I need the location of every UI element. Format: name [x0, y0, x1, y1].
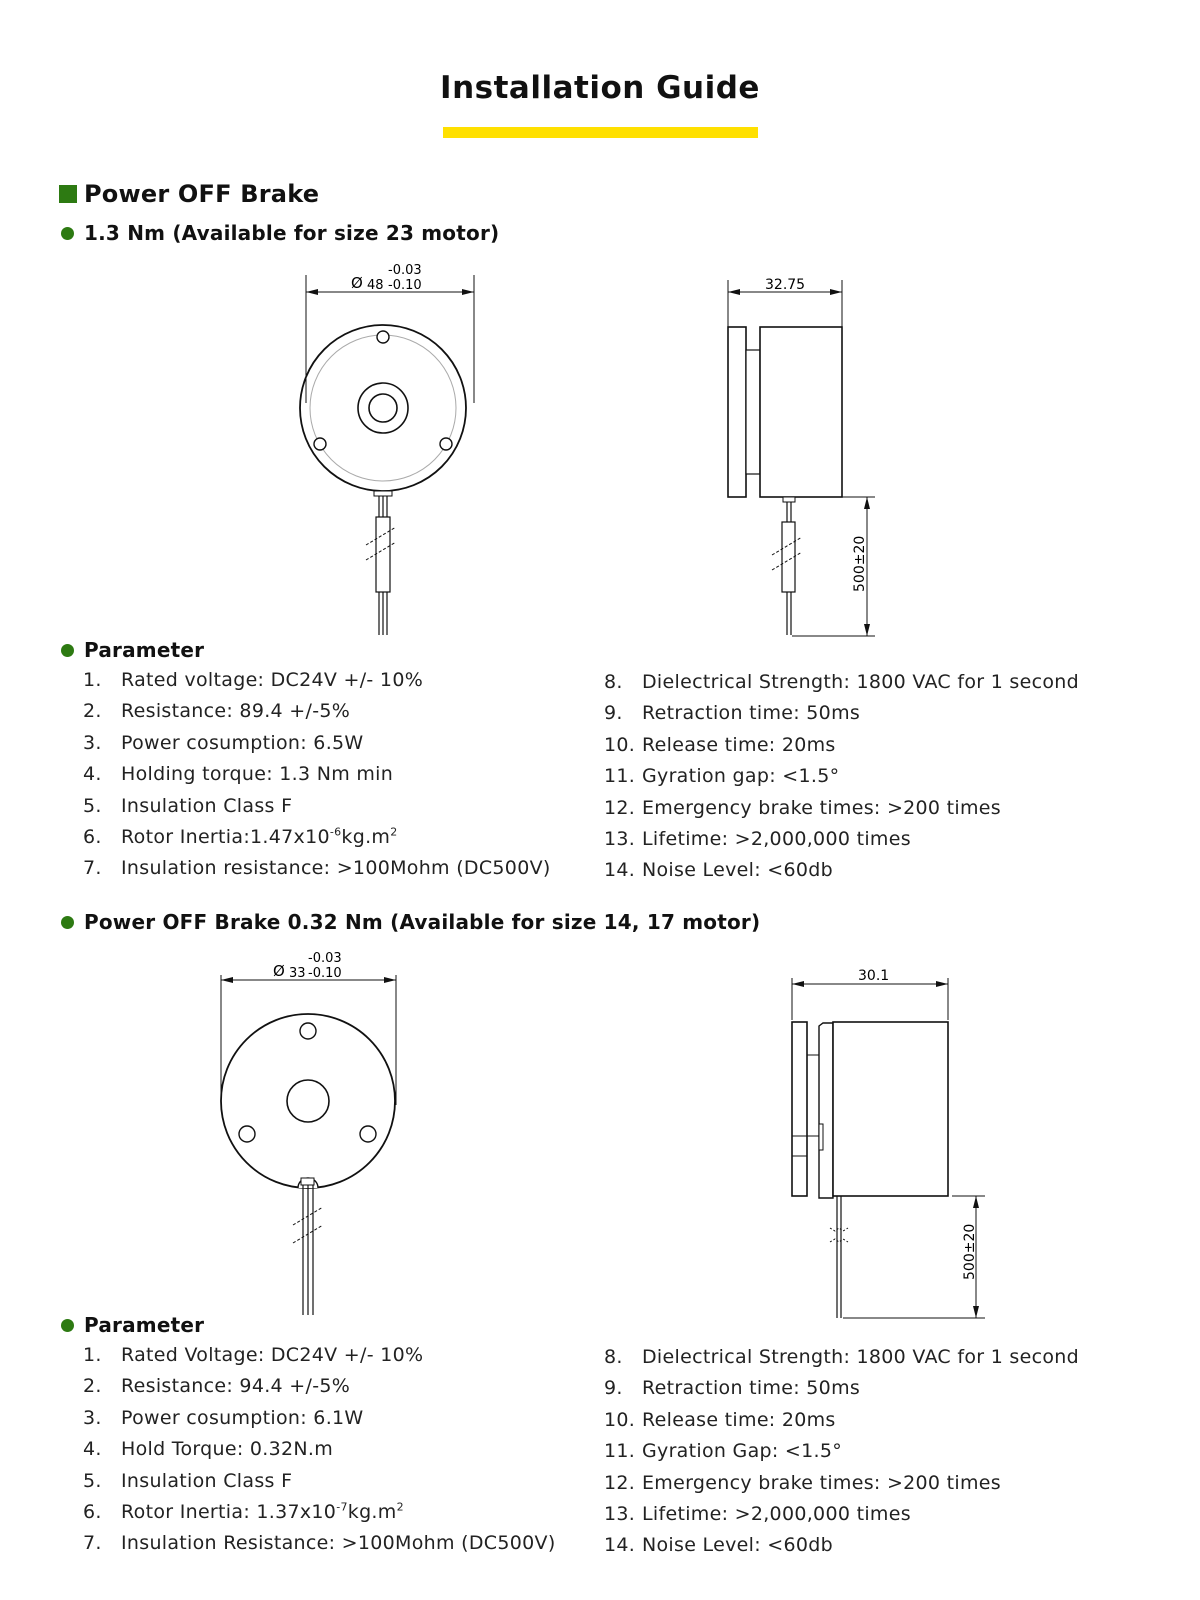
width-dimension: 32.75	[765, 277, 806, 293]
param-item: 8. Dielectrical Strength: 1800 VAC for 1 second	[604, 671, 1079, 693]
param-item: 12. Emergency brake times: >200 times	[604, 796, 1001, 819]
page-title: Installation Guide	[440, 70, 760, 106]
param-item: 11. Gyration gap: <1.5°	[604, 765, 840, 788]
brake-2-side-view-drawing	[780, 960, 1000, 1330]
param-item: 2. Resistance: 89.4 +/-5%	[83, 700, 351, 723]
brake-2-heading-text: Power OFF Brake 0.32 Nm (Available for size 14, 17 motor)	[84, 910, 761, 934]
param-item: 5. Insulation Class F	[83, 794, 293, 817]
section-heading	[59, 180, 319, 208]
param-item: 10. Release time: 20ms	[604, 733, 836, 756]
parameter-heading-text: Parameter	[84, 1313, 205, 1337]
diameter-value: 33	[289, 966, 306, 981]
lead-length-dimension: 500±20	[962, 1223, 978, 1280]
brake-1-side-view-drawing	[720, 270, 900, 650]
brake-2-front-view-drawing	[200, 945, 410, 1325]
brake-2-params-left	[83, 1340, 556, 1560]
tolerance-upper: -0.03	[388, 263, 422, 278]
tolerance-upper: -0.03	[308, 951, 342, 966]
param-item: 9. Retraction time: 50ms	[604, 1377, 861, 1400]
param-item: 14. Noise Level: <60db	[604, 859, 833, 882]
brake-1-parameter-heading	[61, 638, 204, 662]
param-item: 12. Emergency brake times: >200 times	[604, 1471, 1001, 1494]
parameter-heading-text: Parameter	[84, 638, 205, 662]
dot-bullet-icon	[61, 227, 74, 240]
brake-1-params-left	[83, 665, 551, 885]
param-item: 3. Power cosumption: 6.5W	[83, 731, 364, 754]
param-item: 8. Dielectrical Strength: 1800 VAC for 1 second	[604, 1346, 1079, 1368]
param-item: 13. Lifetime: >2,000,000 times	[604, 827, 911, 850]
param-item: 2. Resistance: 94.4 +/-5%	[83, 1375, 351, 1398]
param-item: 1. Rated Voltage: DC24V +/- 10%	[83, 1344, 424, 1366]
diameter-value: 48	[367, 278, 384, 293]
brake-1-heading	[61, 221, 499, 245]
tolerance-lower: -0.10	[308, 966, 342, 981]
brake-2-heading	[61, 910, 760, 934]
brake-1-front-view-drawing	[280, 255, 500, 645]
param-item: 11. Gyration Gap: <1.5°	[604, 1440, 843, 1463]
dot-bullet-icon	[61, 916, 74, 929]
param-item: 13. Lifetime: >2,000,000 times	[604, 1502, 911, 1525]
brake-2-params-right	[604, 1342, 1079, 1562]
param-item: 6. Rotor $Inertia:1.47x10^{-6}kg.m^2$	[83, 825, 398, 848]
param-item: 7. Insulation Resistance: >100Mohm (DC500V)	[83, 1532, 556, 1555]
width-dimension: 30.1	[858, 968, 890, 984]
dot-bullet-icon	[61, 644, 74, 657]
param-item: 1. Rated voltage: DC24V +/- 10%	[83, 669, 424, 691]
param-item: 6. Rotor Inertia: $1.37x10^{-7}kg.m^2$	[83, 1500, 404, 1523]
section-heading-text: Power OFF Brake	[84, 180, 320, 208]
param-item: 9. Retraction time: 50ms	[604, 702, 861, 725]
param-item: 7. Insulation resistance: >100Mohm (DC500V)	[83, 857, 551, 880]
lead-length-dimension: 500±20	[852, 535, 868, 592]
diameter-symbol: Ø	[273, 962, 285, 980]
square-bullet-icon	[59, 185, 77, 203]
param-item: 3. Power cosumption: 6.1W	[83, 1406, 364, 1429]
param-item: 4. Holding torque: 1.3 Nm min	[83, 763, 394, 786]
brake-1-heading-text: 1.3 Nm (Available for size 23 motor)	[84, 221, 500, 245]
brake-2-parameter-heading	[61, 1313, 204, 1337]
param-item: 4. Hold Torque: 0.32N.m	[83, 1438, 334, 1461]
diameter-symbol: Ø	[351, 274, 363, 292]
dot-bullet-icon	[61, 1319, 74, 1332]
tolerance-lower: -0.10	[388, 278, 422, 293]
title-underline	[443, 127, 758, 138]
brake-1-params-right	[604, 667, 1079, 887]
param-item: 5. Insulation Class F	[83, 1469, 293, 1492]
param-item: 14. Noise Level: <60db	[604, 1534, 833, 1557]
param-item: 10. Release time: 20ms	[604, 1408, 836, 1431]
